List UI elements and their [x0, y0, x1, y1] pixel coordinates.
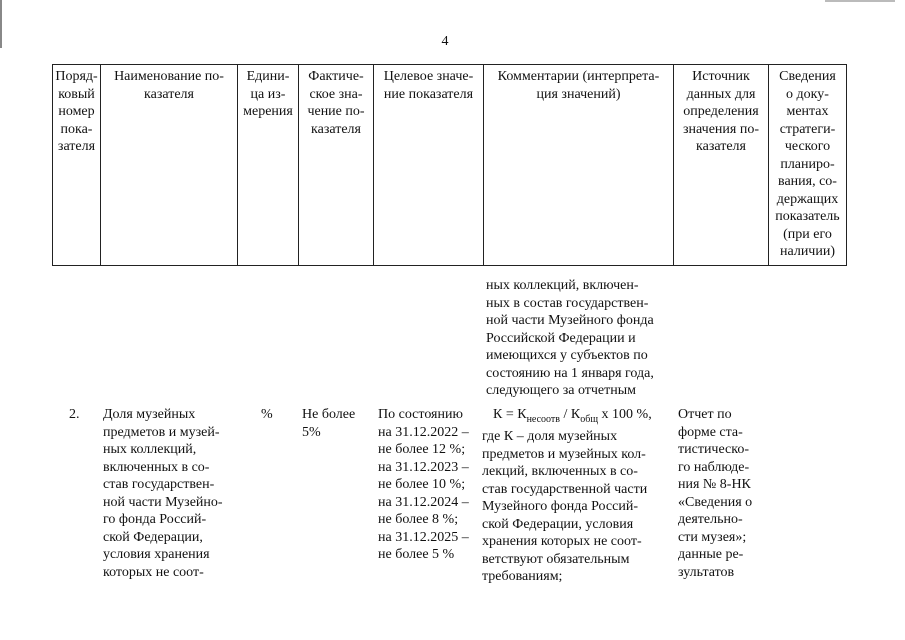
row-number: 2. — [69, 407, 80, 422]
actual-value: Не более 5% — [302, 407, 356, 440]
indicator-name: Доля музейных предметов и музей- ных коллекций, включенных в со- став государствен- ной части Музейно- го фонда Россий- ской Федерации, условия хранения которых не соот- — [103, 407, 223, 580]
comment-continuation: ных коллекций, включен- ных в состав государствен- ной части Музейного фонда Российской Федерации и имеющихся у субъектов по состоянию на 1 января года, следующего за отчетным — [486, 278, 654, 398]
scan-top-mark — [825, 0, 895, 2]
header-col-name: Наименование по- казателя — [101, 65, 238, 266]
header-col-number: Поряд- ковый номер пока- зателя — [53, 65, 101, 266]
page-number: 4 — [441, 34, 449, 49]
header-col-source: Источник данных для определения значения по- казателя — [674, 65, 769, 266]
data-source: Отчет по форме ста- тистическо- го наблюде- ния № 8-НК «Сведения о деятельно- сти музея»; данные ре- зультатов — [678, 407, 753, 580]
unit-value: % — [261, 407, 273, 422]
formula-line: $К = К_{несоотв} / К_{общ}$ х 100 %, — [493, 407, 652, 425]
table-header — [52, 64, 847, 266]
target-value: По состоянию на 31.12.2022 – не более 12 %; на 31.12.2023 – не более 10 %; на 31.12.2024 – не более 8 %; на 31.12.2025 – не более 5 % — [378, 407, 469, 562]
comment-formula: $К = К_{несоотв} / К_{общ}$ х 100 %, где К – доля музейных предметов и музейных кол- лекций, включенных в со- став государственной части Музейного фонда Россий- ской Федерации, условия хранения которых не соот- ветствуют обязательным требованиям; — [482, 407, 652, 585]
header-col-comment: Комментарии (интерпрета- ция значений) — [484, 65, 674, 266]
header-col-unit: Едини- ца из- мерения — [238, 65, 299, 266]
header-col-actual: Фактиче- ское зна- чение по- казателя — [299, 65, 374, 266]
header-col-target: Целевое значе- ние показателя — [374, 65, 484, 266]
header-col-documents: Сведения о доку- ментах стратеги- ческого планиро- вания, со- держащих показатель (при его наличии) — [769, 65, 847, 266]
